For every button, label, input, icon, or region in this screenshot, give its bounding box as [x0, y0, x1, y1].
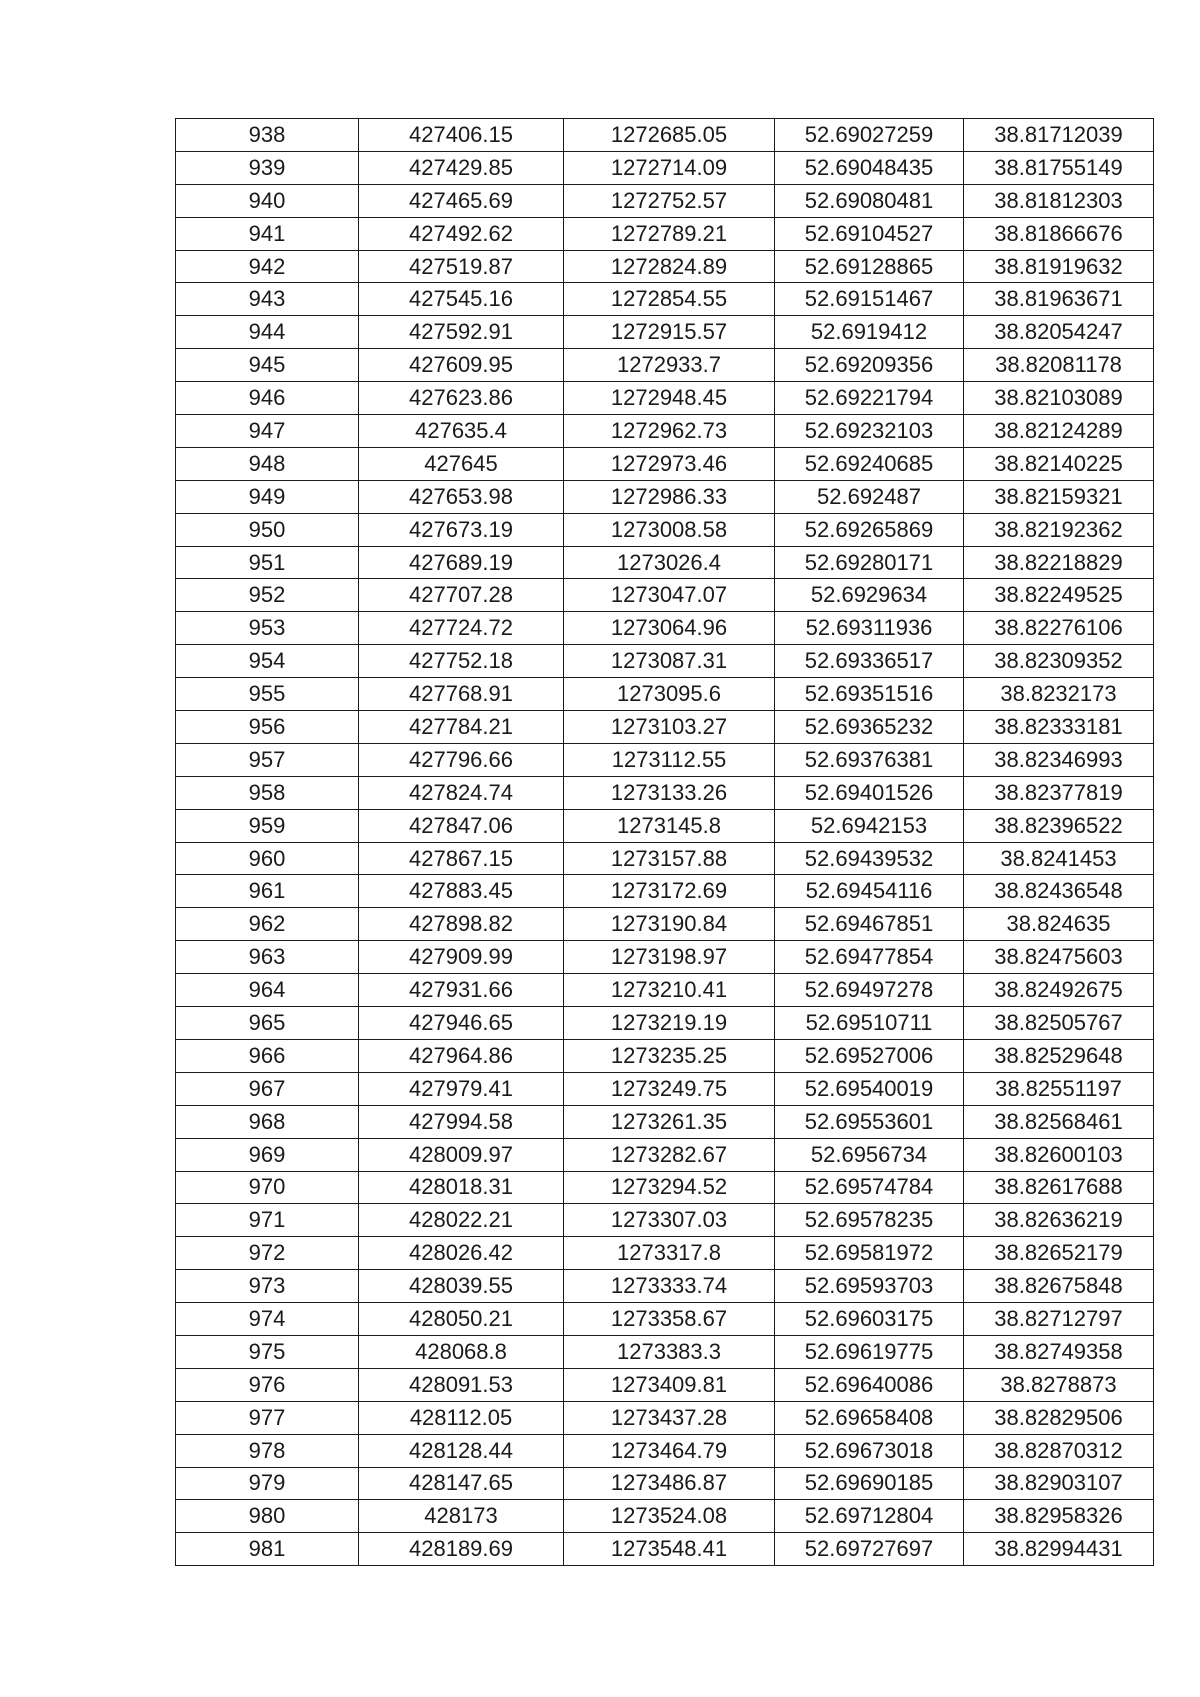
- latitude-cell: 52.69232103: [775, 415, 964, 448]
- y-coordinate-cell: 1273307.03: [564, 1204, 775, 1237]
- x-coordinate-cell: 427519.87: [359, 250, 564, 283]
- longitude-cell: 38.82140225: [964, 447, 1154, 480]
- y-coordinate-cell: 1273524.08: [564, 1500, 775, 1533]
- longitude-cell: 38.82081178: [964, 349, 1154, 382]
- point-number-cell: 970: [176, 1171, 359, 1204]
- point-number-cell: 974: [176, 1303, 359, 1336]
- x-coordinate-cell: 427406.15: [359, 119, 564, 152]
- x-coordinate-cell: 427883.45: [359, 875, 564, 908]
- point-number-cell: 949: [176, 480, 359, 513]
- latitude-cell: 52.692487: [775, 480, 964, 513]
- table-row: [176, 184, 1154, 217]
- point-number-cell: 967: [176, 1072, 359, 1105]
- latitude-cell: 52.69527006: [775, 1039, 964, 1072]
- table-body: [176, 119, 1154, 1566]
- table-row: [176, 151, 1154, 184]
- y-coordinate-cell: 1272854.55: [564, 283, 775, 316]
- longitude-cell: 38.81812303: [964, 184, 1154, 217]
- longitude-cell: 38.82103089: [964, 382, 1154, 415]
- table-row: [176, 1138, 1154, 1171]
- longitude-cell: 38.82600103: [964, 1138, 1154, 1171]
- longitude-cell: 38.82617688: [964, 1171, 1154, 1204]
- latitude-cell: 52.69497278: [775, 974, 964, 1007]
- x-coordinate-cell: 428112.05: [359, 1401, 564, 1434]
- y-coordinate-cell: 1273095.6: [564, 678, 775, 711]
- x-coordinate-cell: 427635.4: [359, 415, 564, 448]
- x-coordinate-cell: 427867.15: [359, 842, 564, 875]
- latitude-cell: 52.69477854: [775, 941, 964, 974]
- point-number-cell: 958: [176, 776, 359, 809]
- y-coordinate-cell: 1273008.58: [564, 513, 775, 546]
- y-coordinate-cell: 1273317.8: [564, 1237, 775, 1270]
- longitude-cell: 38.82396522: [964, 809, 1154, 842]
- table-row: [176, 579, 1154, 612]
- longitude-cell: 38.82346993: [964, 743, 1154, 776]
- latitude-cell: 52.69376381: [775, 743, 964, 776]
- latitude-cell: 52.69712804: [775, 1500, 964, 1533]
- y-coordinate-cell: 1272973.46: [564, 447, 775, 480]
- y-coordinate-cell: 1272685.05: [564, 119, 775, 152]
- table-row: [176, 316, 1154, 349]
- latitude-cell: 52.69727697: [775, 1533, 964, 1566]
- x-coordinate-cell: 428068.8: [359, 1335, 564, 1368]
- latitude-cell: 52.69027259: [775, 119, 964, 152]
- table-row: [176, 1533, 1154, 1566]
- table-row: [176, 283, 1154, 316]
- latitude-cell: 52.69690185: [775, 1467, 964, 1500]
- longitude-cell: 38.82551197: [964, 1072, 1154, 1105]
- latitude-cell: 52.6956734: [775, 1138, 964, 1171]
- table-row: [176, 382, 1154, 415]
- x-coordinate-cell: 428091.53: [359, 1368, 564, 1401]
- longitude-cell: 38.82377819: [964, 776, 1154, 809]
- latitude-cell: 52.6942153: [775, 809, 964, 842]
- y-coordinate-cell: 1273172.69: [564, 875, 775, 908]
- y-coordinate-cell: 1272789.21: [564, 217, 775, 250]
- longitude-cell: 38.82675848: [964, 1270, 1154, 1303]
- point-number-cell: 957: [176, 743, 359, 776]
- table-row: [176, 1434, 1154, 1467]
- longitude-cell: 38.82276106: [964, 612, 1154, 645]
- y-coordinate-cell: 1273133.26: [564, 776, 775, 809]
- y-coordinate-cell: 1273103.27: [564, 711, 775, 744]
- latitude-cell: 52.6929634: [775, 579, 964, 612]
- point-number-cell: 965: [176, 1007, 359, 1040]
- longitude-cell: 38.82159321: [964, 480, 1154, 513]
- longitude-cell: 38.82529648: [964, 1039, 1154, 1072]
- longitude-cell: 38.82309352: [964, 645, 1154, 678]
- table-row: [176, 974, 1154, 1007]
- x-coordinate-cell: 427724.72: [359, 612, 564, 645]
- point-number-cell: 977: [176, 1401, 359, 1434]
- longitude-cell: 38.81866676: [964, 217, 1154, 250]
- x-coordinate-cell: 428147.65: [359, 1467, 564, 1500]
- y-coordinate-cell: 1273548.41: [564, 1533, 775, 1566]
- y-coordinate-cell: 1273358.67: [564, 1303, 775, 1336]
- longitude-cell: 38.82568461: [964, 1105, 1154, 1138]
- table-row: [176, 1204, 1154, 1237]
- x-coordinate-cell: 427964.86: [359, 1039, 564, 1072]
- x-coordinate-cell: 428189.69: [359, 1533, 564, 1566]
- latitude-cell: 52.69578235: [775, 1204, 964, 1237]
- latitude-cell: 52.69080481: [775, 184, 964, 217]
- latitude-cell: 52.69221794: [775, 382, 964, 415]
- y-coordinate-cell: 1273198.97: [564, 941, 775, 974]
- point-number-cell: 953: [176, 612, 359, 645]
- latitude-cell: 52.69439532: [775, 842, 964, 875]
- point-number-cell: 945: [176, 349, 359, 382]
- y-coordinate-cell: 1273261.35: [564, 1105, 775, 1138]
- longitude-cell: 38.8241453: [964, 842, 1154, 875]
- table-row: [176, 480, 1154, 513]
- y-coordinate-cell: 1273190.84: [564, 908, 775, 941]
- table-row: [176, 250, 1154, 283]
- latitude-cell: 52.69401526: [775, 776, 964, 809]
- table-row: [176, 1500, 1154, 1533]
- x-coordinate-cell: 428050.21: [359, 1303, 564, 1336]
- x-coordinate-cell: 427645: [359, 447, 564, 480]
- point-number-cell: 941: [176, 217, 359, 250]
- coordinates-table: [175, 118, 1154, 1566]
- table-row: [176, 711, 1154, 744]
- latitude-cell: 52.69151467: [775, 283, 964, 316]
- y-coordinate-cell: 1272752.57: [564, 184, 775, 217]
- longitude-cell: 38.82749358: [964, 1335, 1154, 1368]
- table-row: [176, 1105, 1154, 1138]
- longitude-cell: 38.82218829: [964, 546, 1154, 579]
- y-coordinate-cell: 1272714.09: [564, 151, 775, 184]
- point-number-cell: 979: [176, 1467, 359, 1500]
- point-number-cell: 960: [176, 842, 359, 875]
- point-number-cell: 947: [176, 415, 359, 448]
- latitude-cell: 52.69240685: [775, 447, 964, 480]
- x-coordinate-cell: 427653.98: [359, 480, 564, 513]
- y-coordinate-cell: 1272933.7: [564, 349, 775, 382]
- latitude-cell: 52.69467851: [775, 908, 964, 941]
- point-number-cell: 972: [176, 1237, 359, 1270]
- longitude-cell: 38.82192362: [964, 513, 1154, 546]
- point-number-cell: 978: [176, 1434, 359, 1467]
- y-coordinate-cell: 1273486.87: [564, 1467, 775, 1500]
- point-number-cell: 963: [176, 941, 359, 974]
- latitude-cell: 52.69265869: [775, 513, 964, 546]
- x-coordinate-cell: 428039.55: [359, 1270, 564, 1303]
- point-number-cell: 975: [176, 1335, 359, 1368]
- table-row: [176, 349, 1154, 382]
- table-row: [176, 1335, 1154, 1368]
- x-coordinate-cell: 428009.97: [359, 1138, 564, 1171]
- table-row: [176, 1303, 1154, 1336]
- x-coordinate-cell: 427752.18: [359, 645, 564, 678]
- y-coordinate-cell: 1273219.19: [564, 1007, 775, 1040]
- latitude-cell: 52.69540019: [775, 1072, 964, 1105]
- point-number-cell: 956: [176, 711, 359, 744]
- point-number-cell: 948: [176, 447, 359, 480]
- latitude-cell: 52.69581972: [775, 1237, 964, 1270]
- point-number-cell: 971: [176, 1204, 359, 1237]
- x-coordinate-cell: 427689.19: [359, 546, 564, 579]
- x-coordinate-cell: 427492.62: [359, 217, 564, 250]
- latitude-cell: 52.69640086: [775, 1368, 964, 1401]
- longitude-cell: 38.82870312: [964, 1434, 1154, 1467]
- x-coordinate-cell: 428018.31: [359, 1171, 564, 1204]
- table-row: [176, 842, 1154, 875]
- x-coordinate-cell: 427545.16: [359, 283, 564, 316]
- x-coordinate-cell: 428026.42: [359, 1237, 564, 1270]
- longitude-cell: 38.82054247: [964, 316, 1154, 349]
- table-row: [176, 546, 1154, 579]
- table-row: [176, 1401, 1154, 1434]
- latitude-cell: 52.69454116: [775, 875, 964, 908]
- longitude-cell: 38.82712797: [964, 1303, 1154, 1336]
- longitude-cell: 38.82249525: [964, 579, 1154, 612]
- y-coordinate-cell: 1272824.89: [564, 250, 775, 283]
- table-row: [176, 1467, 1154, 1500]
- latitude-cell: 52.69574784: [775, 1171, 964, 1204]
- x-coordinate-cell: 427824.74: [359, 776, 564, 809]
- point-number-cell: 969: [176, 1138, 359, 1171]
- x-coordinate-cell: 427796.66: [359, 743, 564, 776]
- table-row: [176, 776, 1154, 809]
- y-coordinate-cell: 1272962.73: [564, 415, 775, 448]
- x-coordinate-cell: 427768.91: [359, 678, 564, 711]
- point-number-cell: 980: [176, 1500, 359, 1533]
- point-number-cell: 973: [176, 1270, 359, 1303]
- table-row: [176, 908, 1154, 941]
- y-coordinate-cell: 1273112.55: [564, 743, 775, 776]
- longitude-cell: 38.82903107: [964, 1467, 1154, 1500]
- x-coordinate-cell: 428173: [359, 1500, 564, 1533]
- y-coordinate-cell: 1273157.88: [564, 842, 775, 875]
- y-coordinate-cell: 1272915.57: [564, 316, 775, 349]
- longitude-cell: 38.82652179: [964, 1237, 1154, 1270]
- table-row: [176, 875, 1154, 908]
- x-coordinate-cell: 427946.65: [359, 1007, 564, 1040]
- latitude-cell: 52.6919412: [775, 316, 964, 349]
- point-number-cell: 940: [176, 184, 359, 217]
- table-row: [176, 809, 1154, 842]
- latitude-cell: 52.69619775: [775, 1335, 964, 1368]
- y-coordinate-cell: 1273087.31: [564, 645, 775, 678]
- x-coordinate-cell: 427898.82: [359, 908, 564, 941]
- x-coordinate-cell: 428128.44: [359, 1434, 564, 1467]
- y-coordinate-cell: 1273145.8: [564, 809, 775, 842]
- point-number-cell: 942: [176, 250, 359, 283]
- y-coordinate-cell: 1273235.25: [564, 1039, 775, 1072]
- latitude-cell: 52.69311936: [775, 612, 964, 645]
- y-coordinate-cell: 1273047.07: [564, 579, 775, 612]
- longitude-cell: 38.824635: [964, 908, 1154, 941]
- latitude-cell: 52.69104527: [775, 217, 964, 250]
- y-coordinate-cell: 1273026.4: [564, 546, 775, 579]
- x-coordinate-cell: 427623.86: [359, 382, 564, 415]
- x-coordinate-cell: 427429.85: [359, 151, 564, 184]
- point-number-cell: 944: [176, 316, 359, 349]
- latitude-cell: 52.69128865: [775, 250, 964, 283]
- latitude-cell: 52.69365232: [775, 711, 964, 744]
- y-coordinate-cell: 1273249.75: [564, 1072, 775, 1105]
- point-number-cell: 946: [176, 382, 359, 415]
- longitude-cell: 38.82492675: [964, 974, 1154, 1007]
- latitude-cell: 52.69603175: [775, 1303, 964, 1336]
- latitude-cell: 52.69048435: [775, 151, 964, 184]
- latitude-cell: 52.69280171: [775, 546, 964, 579]
- y-coordinate-cell: 1272948.45: [564, 382, 775, 415]
- table-row: [176, 1368, 1154, 1401]
- x-coordinate-cell: 427931.66: [359, 974, 564, 1007]
- latitude-cell: 52.69553601: [775, 1105, 964, 1138]
- latitude-cell: 52.69673018: [775, 1434, 964, 1467]
- y-coordinate-cell: 1273294.52: [564, 1171, 775, 1204]
- point-number-cell: 976: [176, 1368, 359, 1401]
- x-coordinate-cell: 427673.19: [359, 513, 564, 546]
- point-number-cell: 962: [176, 908, 359, 941]
- longitude-cell: 38.81755149: [964, 151, 1154, 184]
- longitude-cell: 38.82333181: [964, 711, 1154, 744]
- table-row: [176, 415, 1154, 448]
- table-row: [176, 941, 1154, 974]
- x-coordinate-cell: 427609.95: [359, 349, 564, 382]
- x-coordinate-cell: 427465.69: [359, 184, 564, 217]
- table-row: [176, 645, 1154, 678]
- latitude-cell: 52.69209356: [775, 349, 964, 382]
- y-coordinate-cell: 1273437.28: [564, 1401, 775, 1434]
- longitude-cell: 38.8278873: [964, 1368, 1154, 1401]
- y-coordinate-cell: 1273210.41: [564, 974, 775, 1007]
- longitude-cell: 38.82829506: [964, 1401, 1154, 1434]
- table-row: [176, 612, 1154, 645]
- latitude-cell: 52.69510711: [775, 1007, 964, 1040]
- longitude-cell: 38.82994431: [964, 1533, 1154, 1566]
- x-coordinate-cell: 428022.21: [359, 1204, 564, 1237]
- x-coordinate-cell: 427784.21: [359, 711, 564, 744]
- point-number-cell: 981: [176, 1533, 359, 1566]
- table-row: [176, 1171, 1154, 1204]
- longitude-cell: 38.82505767: [964, 1007, 1154, 1040]
- point-number-cell: 961: [176, 875, 359, 908]
- table-row: [176, 1007, 1154, 1040]
- longitude-cell: 38.82436548: [964, 875, 1154, 908]
- x-coordinate-cell: 427994.58: [359, 1105, 564, 1138]
- table-row: [176, 1072, 1154, 1105]
- latitude-cell: 52.69658408: [775, 1401, 964, 1434]
- point-number-cell: 952: [176, 579, 359, 612]
- table-row: [176, 743, 1154, 776]
- longitude-cell: 38.81712039: [964, 119, 1154, 152]
- latitude-cell: 52.69351516: [775, 678, 964, 711]
- point-number-cell: 964: [176, 974, 359, 1007]
- y-coordinate-cell: 1273409.81: [564, 1368, 775, 1401]
- point-number-cell: 954: [176, 645, 359, 678]
- x-coordinate-cell: 427707.28: [359, 579, 564, 612]
- longitude-cell: 38.82636219: [964, 1204, 1154, 1237]
- longitude-cell: 38.82124289: [964, 415, 1154, 448]
- point-number-cell: 939: [176, 151, 359, 184]
- point-number-cell: 951: [176, 546, 359, 579]
- latitude-cell: 52.69336517: [775, 645, 964, 678]
- y-coordinate-cell: 1273333.74: [564, 1270, 775, 1303]
- y-coordinate-cell: 1273464.79: [564, 1434, 775, 1467]
- table-row: [176, 447, 1154, 480]
- point-number-cell: 966: [176, 1039, 359, 1072]
- y-coordinate-cell: 1273282.67: [564, 1138, 775, 1171]
- table-row: [176, 1270, 1154, 1303]
- x-coordinate-cell: 427592.91: [359, 316, 564, 349]
- latitude-cell: 52.69593703: [775, 1270, 964, 1303]
- y-coordinate-cell: 1273383.3: [564, 1335, 775, 1368]
- x-coordinate-cell: 427909.99: [359, 941, 564, 974]
- longitude-cell: 38.82475603: [964, 941, 1154, 974]
- table-row: [176, 119, 1154, 152]
- table-row: [176, 1039, 1154, 1072]
- table-row: [176, 513, 1154, 546]
- table-row: [176, 217, 1154, 250]
- table-row: [176, 1237, 1154, 1270]
- table-row: [176, 678, 1154, 711]
- y-coordinate-cell: 1272986.33: [564, 480, 775, 513]
- point-number-cell: 938: [176, 119, 359, 152]
- point-number-cell: 950: [176, 513, 359, 546]
- longitude-cell: 38.81919632: [964, 250, 1154, 283]
- point-number-cell: 943: [176, 283, 359, 316]
- longitude-cell: 38.81963671: [964, 283, 1154, 316]
- longitude-cell: 38.82958326: [964, 1500, 1154, 1533]
- point-number-cell: 959: [176, 809, 359, 842]
- x-coordinate-cell: 427847.06: [359, 809, 564, 842]
- y-coordinate-cell: 1273064.96: [564, 612, 775, 645]
- point-number-cell: 968: [176, 1105, 359, 1138]
- point-number-cell: 955: [176, 678, 359, 711]
- longitude-cell: 38.8232173: [964, 678, 1154, 711]
- x-coordinate-cell: 427979.41: [359, 1072, 564, 1105]
